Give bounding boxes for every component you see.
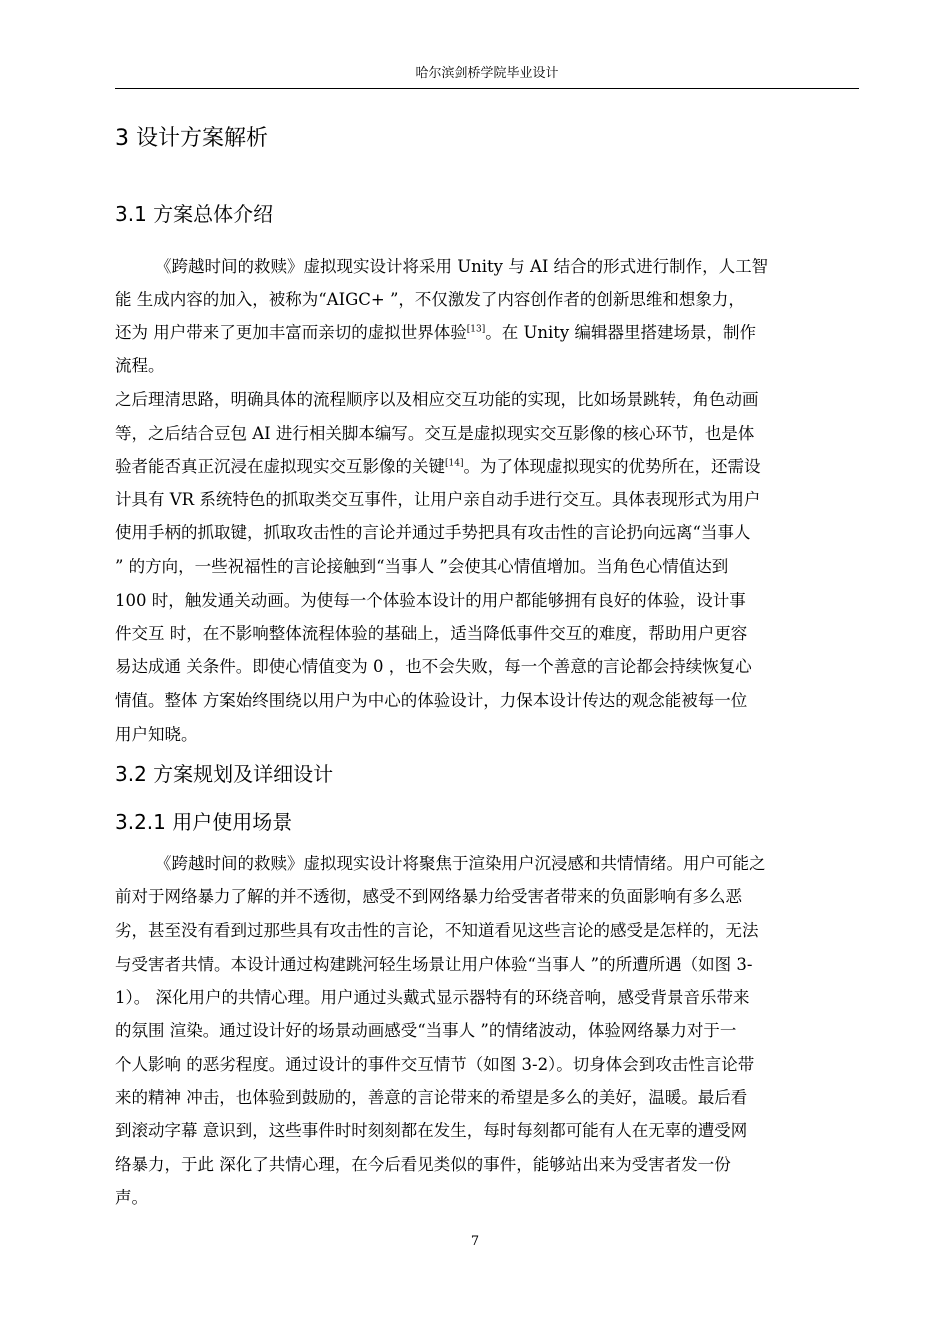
paragraph-line: 流程。 [115, 356, 165, 375]
paragraph-line: 件交互 时，在不影响整体流程体验的基础上，适当降低事件交互的难度，帮助用户更容 [115, 624, 748, 643]
paragraph-line: 前对于网络暴力了解的并不透彻，感受不到网络暴力给受害者带来的负面影响有多么恶 [115, 887, 742, 906]
paragraph-line: 络暴力，于此 深化了共情心理，在今后看见类似的事件，能够站出来为受害者发一份 [115, 1155, 731, 1174]
paragraph-line: 使用手柄的抓取键，抓取攻击性的言论并通过手势把具有攻击性的言论扔向远离“当事人 [115, 523, 751, 542]
header-divider [115, 88, 859, 89]
paragraph-line: 到滚动字幕 意识到，这些事件时时刻刻都在发生，每时每刻都可能有人在无辜的遭受网 [115, 1121, 748, 1140]
section-3-1-heading: 3.1 方案总体介绍 [115, 202, 274, 226]
citation-ref: [13] [466, 324, 486, 335]
paragraph-line: 个人影响 的恶劣程度。通过设计的事件交互情节（如图 3-2）。切身体会到攻击性言论带 [115, 1055, 755, 1074]
page-header: 哈尔滨剑桥学院毕业设计 [415, 66, 559, 81]
chapter-heading: 3 设计方案解析 [115, 126, 268, 151]
paragraph-line: 能 生成内容的加入，被称为“AIGC+ ”，不仅激发了内容创作者的创新思维和想象力， [115, 290, 745, 309]
paragraph-line: 的氛围 渲染。通过设计好的场景动画感受“当事人 ”的情绪波动，体验网络暴力对于一 [115, 1021, 737, 1040]
paragraph-line: 100 时，触发通关动画。为使每一个体验本设计的用户都能够拥有良好的体验，设计事 [115, 591, 746, 610]
citation-ref: [14] [445, 458, 464, 469]
paragraph-line: 与受害者共情。本设计通过构建跳河轻生场景让用户体验“当事人 ”的所遭所遇（如图 3- [115, 955, 753, 974]
paragraph-line: 来的精神 冲击，也体验到鼓励的，善意的言论带来的希望是多么的美好，温暖。最后看 [115, 1088, 748, 1107]
paragraph-line: 《跨越时间的救赎》虚拟现实设计将聚焦于渲染用户沉浸感和共情情绪。用户可能之 [155, 854, 766, 873]
paragraph-line-with-citation [115, 321, 756, 345]
line-text: 还为 用户带来了更加丰富而亲切的虚拟世界体验 [115, 323, 467, 342]
paragraph-line: 易达成通 关条件。即使心情值变为 0 ，也不会失败，每一个善意的言论都会持续恢复心 [115, 657, 752, 676]
paragraph-line: 等，之后结合豆包 AI 进行相关脚本编写。交互是虚拟现实交互影像的核心环节，也是体 [115, 424, 755, 443]
line-text: 。在 Unity 编辑器里搭建场景，制作 [485, 323, 756, 342]
paragraph-line: ” 的方向，一些祝福性的言论接触到“当事人 ”会使其心情值增加。当角色心情值达到 [115, 557, 729, 576]
line-text: 验者能否真正沉浸在虚拟现实交互影像的关键 [115, 457, 445, 476]
section-3-2-heading: 3.2 方案规划及详细设计 [115, 762, 334, 786]
section-3-2-1-heading: 3.2.1 用户使用场景 [115, 810, 293, 834]
paragraph-line: 用户知晓。 [115, 725, 198, 744]
line-text: 。为了体现虚拟现实的优势所在，还需设 [463, 457, 761, 476]
paragraph-line: 之后理清思路，明确具体的流程顺序以及相应交互功能的实现，比如场景跳转，角色动画 [115, 390, 759, 409]
paragraph-line: 计具有 VR 系统特色的抓取类交互事件，让用户亲自动手进行交互。具体表现形式为用户 [115, 490, 761, 509]
paragraph-line: 声。 [115, 1188, 148, 1207]
paragraph-line: 情值。整体 方案始终围绕以用户为中心的体验设计，力保本设计传达的观念能被每一位 [115, 691, 748, 710]
paragraph-line: 劣，甚至没有看到过那些具有攻击性的言论，不知道看见这些言论的感受是怎样的，无法 [115, 921, 759, 940]
paragraph-line: 《跨越时间的救赎》虚拟现实设计将采用 Unity 与 AI 结合的形式进行制作，人工智 [155, 257, 769, 276]
page-number: 7 [470, 1234, 480, 1249]
paragraph-line: 1）。 深化用户的共情心理。用户通过头戴式显示器特有的环绕音响，感受背景音乐带来 [115, 988, 750, 1007]
paragraph-line-with-citation [115, 455, 760, 479]
